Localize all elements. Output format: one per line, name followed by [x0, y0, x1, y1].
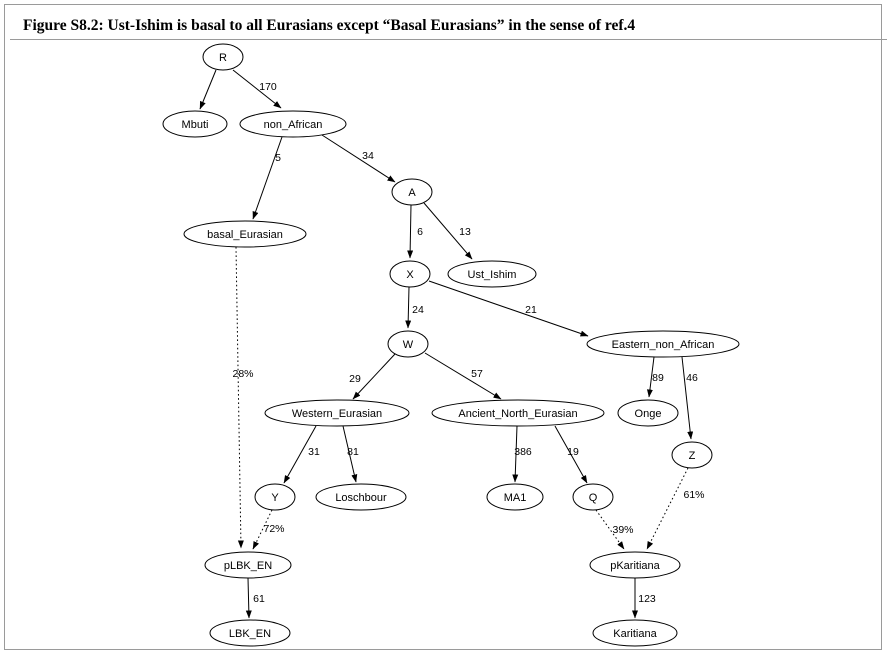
node-pkaritiana[interactable] [590, 552, 680, 578]
node-ma1[interactable] [487, 484, 543, 510]
node-z[interactable] [672, 442, 712, 468]
node-label: A [408, 186, 416, 199]
edge-label-46: 46 [686, 371, 698, 384]
edge-label-29: 29 [349, 372, 361, 385]
graph-canvas [10, 40, 887, 654]
edge-basal-eurasian-plbk [236, 247, 241, 548]
edge-label-21: 21 [525, 303, 537, 316]
node-label: Ancient_North_Eurasian [458, 407, 578, 420]
node-label: Karitiana [613, 627, 657, 640]
node-label: pLBK_EN [223, 559, 273, 572]
edge-label-123: 123 [638, 592, 656, 605]
node-western-eurasian[interactable] [265, 400, 409, 426]
node-w[interactable] [388, 331, 428, 357]
node-label: pKaritiana [610, 559, 660, 572]
node-label: Ust_Ishim [467, 268, 517, 281]
node-label: Mbuti [181, 118, 209, 131]
edge-r-mbuti [200, 70, 216, 109]
node-mbuti[interactable] [163, 111, 227, 137]
node-label: X [406, 268, 414, 281]
node-ust-ishim[interactable] [448, 261, 536, 287]
edge-non-african-basal-eurasian [253, 137, 282, 219]
edge-label-72pct: 72% [263, 522, 285, 535]
node-x[interactable] [390, 261, 430, 287]
node-y[interactable] [255, 484, 295, 510]
edge-a-x [410, 205, 411, 258]
edge-label-19: 19 [567, 445, 579, 458]
edge-plbk-lbk [248, 578, 249, 618]
node-label: Loschbour [335, 491, 387, 504]
edge-label-57: 57 [471, 367, 483, 380]
node-label: W [402, 338, 414, 351]
nodes [163, 44, 739, 646]
node-q[interactable] [573, 484, 613, 510]
node-ancient-north-eurasian[interactable] [432, 400, 604, 426]
node-r[interactable] [203, 44, 243, 70]
edge-z-pkaritiana [647, 468, 688, 549]
edge-label-81: 81 [347, 445, 359, 458]
edge-label-6: 6 [417, 225, 423, 238]
edge-label-31: 31 [308, 445, 320, 458]
node-label: Onge [634, 407, 662, 420]
node-label: LBK_EN [228, 627, 272, 640]
node-eastern-non-african[interactable] [587, 331, 739, 357]
node-plbk-en[interactable] [205, 552, 291, 578]
edge-label-386: 386 [514, 445, 532, 458]
node-label: non_African [263, 118, 323, 131]
node-a[interactable] [392, 179, 432, 205]
node-label: Y [271, 491, 279, 504]
node-loschbour[interactable] [316, 484, 406, 510]
edge-non-african-a [322, 135, 395, 182]
node-karitiana[interactable] [593, 620, 677, 646]
edge-label-28pct: 28% [232, 367, 254, 380]
edge-label-89: 89 [652, 371, 664, 384]
figure-frame [4, 4, 882, 650]
node-basal-eurasian[interactable] [184, 221, 306, 247]
edge-label-170: 170 [259, 80, 277, 93]
figure-caption: Figure S8.2: Ust-Ishim is basal to all Eurasians except “Basal Eurasians” in the sense of ref.4 [23, 17, 636, 34]
node-onge[interactable] [618, 400, 678, 426]
node-label: Western_Eurasian [291, 407, 383, 420]
edge-label-61: 61 [253, 592, 265, 605]
edge-label-34: 34 [362, 149, 374, 162]
edge-eastern-non-african-z [682, 357, 691, 439]
node-label: MA1 [503, 491, 527, 504]
admixture-graph [10, 40, 887, 654]
node-label: R [219, 51, 227, 64]
edge-x-w [408, 287, 409, 328]
edge-label-13: 13 [459, 225, 471, 238]
edge-label-61pct: 61% [683, 488, 705, 501]
node-label: Eastern_non_African [611, 338, 715, 351]
edge-x-eastern-non-african [429, 281, 588, 336]
node-label: Q [588, 491, 598, 504]
edge-label-24: 24 [412, 303, 424, 316]
node-non-african[interactable] [240, 111, 346, 137]
edge-label-5: 5 [275, 151, 281, 164]
edge-label-39pct: 39% [612, 523, 634, 536]
node-label: basal_Eurasian [207, 228, 283, 241]
edge-w-ancient-north-eurasian [425, 353, 501, 399]
node-label: Z [688, 449, 696, 462]
node-lbk-en[interactable] [210, 620, 290, 646]
